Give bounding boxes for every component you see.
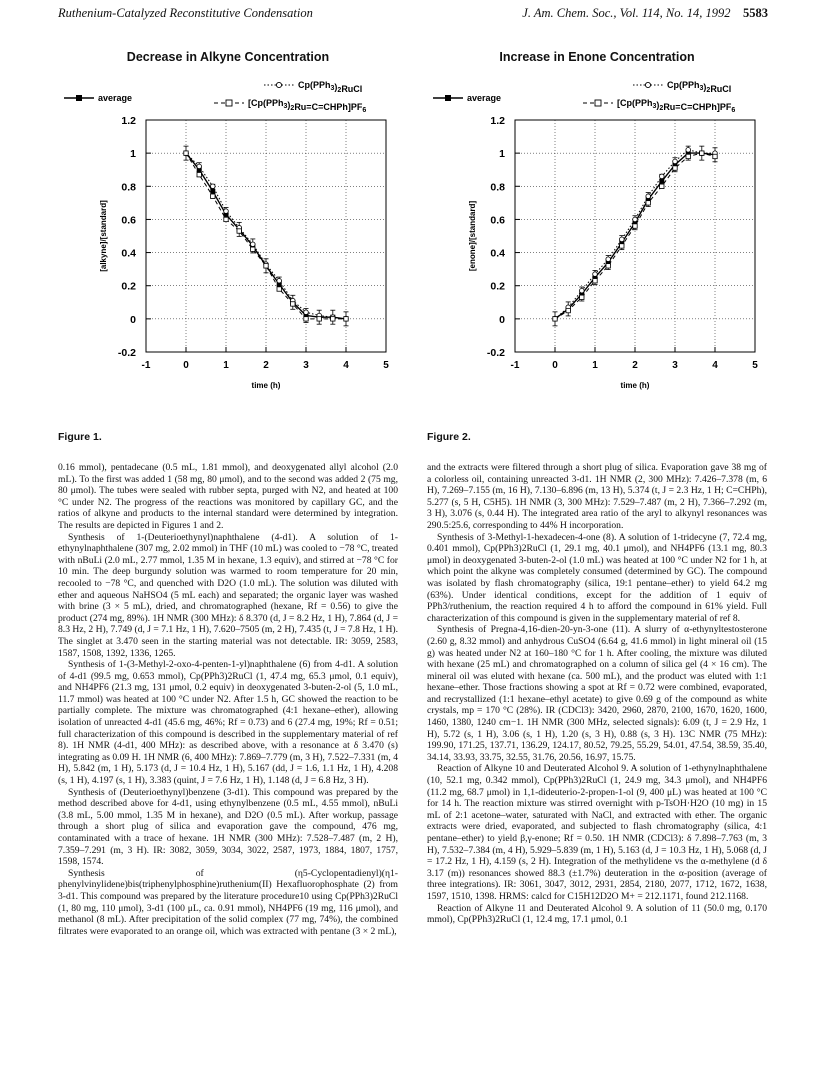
- legend-marker-rucl: [645, 82, 650, 87]
- x-tick-label: 4: [712, 360, 718, 371]
- legend: [64, 80, 366, 114]
- data-point: [277, 287, 281, 291]
- journal-name: J. Am. Chem. Soc., Vol. 114, No. 14, 1992: [522, 6, 731, 20]
- legend-marker-vinylidene: [226, 100, 232, 106]
- y-tick-label: 0.8: [490, 181, 505, 194]
- data-point: [277, 278, 282, 283]
- data-point: [633, 224, 637, 228]
- left-column: [58, 462, 398, 937]
- x-tick-label: 2: [263, 360, 269, 371]
- x-tick-label: 3: [672, 360, 678, 371]
- figure-2-chart: [427, 50, 767, 420]
- data-point: [224, 209, 229, 214]
- paragraph: Synthesis of 1-(Deuterioethynyl)naphthalene (4-d1). A solution of 1-ethynylnaphthalene (307 mg, 2.02 mmol) in THF (10 mL) was cooled to −78 °C, treated with nBuLi (2.0 mL, 2.77 mmol, 1.35 M in hexane, 1.3 equiv), and stirred at −78 °C for 10 min. The deep burgundy solution was warmed to room temperature for 20 min, recooled to −78 °C, and quenched with D2O (1.0 mL). The solution was diluted with ether and aqueous NaHSO4 (5 mL each) and separated; the organic layer was washed with brine (3 × 5 mL), dried, and chromatographed (hexane, Rf = 0.56) to give the product (274 mg, 89%). 1H NMR (300 MHz): δ 8.370 (d, J = 8.2 Hz, 1 H), 7.864 (d, J = 8.3 Hz, 2 H), 7.749 (d, J = 7.1 Hz, 1 H), 7.620–7505 (m, 2 H), 7.435 (t, J = 7.8 Hz, 1 H). The singlet at 3.470 seen in the starting material was not detectable. IR: 3059, 2583, 1587, 1508, 1392, 1336, 1265.: [58, 531, 398, 659]
- y-tick-label: 1.2: [490, 115, 505, 127]
- data-point: [197, 172, 201, 176]
- data-point: [700, 151, 704, 155]
- legend-label: $[Cp(PPh_3)_2Ru=C=CHPh]PF_6$: [617, 98, 736, 114]
- data-point: [197, 164, 202, 169]
- data-point: [553, 317, 557, 321]
- legend-marker-vinylidene: [595, 100, 601, 106]
- data-point: [673, 159, 678, 164]
- data-point: [646, 194, 651, 199]
- data-point: [673, 166, 677, 170]
- figure-2: [427, 50, 767, 420]
- y-tick-label: 1: [130, 148, 136, 161]
- data-point: [291, 302, 295, 306]
- data-point: [224, 217, 228, 221]
- data-point: [686, 154, 690, 158]
- x-tick-label: 1: [223, 360, 229, 371]
- data-point: [211, 184, 216, 189]
- legend-marker-average: [445, 95, 451, 101]
- x-tick-label: -1: [510, 360, 520, 371]
- plot-frame: [146, 120, 386, 352]
- y-axis-label: [alkyne]/[standard]: [99, 200, 108, 272]
- figure-1: [58, 50, 398, 420]
- figure-2-title: Increase in Enone Concentration: [499, 50, 695, 64]
- data-point: [713, 154, 717, 158]
- x-axis-label: time (h): [620, 381, 650, 390]
- data-point: [580, 288, 585, 293]
- data-point: [660, 184, 664, 188]
- data-point: [580, 295, 584, 299]
- y-tick-label: 0.2: [490, 280, 505, 293]
- figure-2-caption: Figure 2.: [427, 431, 471, 443]
- paragraph: Synthesis of (Deuterioethynyl)benzene (3-d1). This compound was prepared by the method described above for 4-d1, using ethynylbenzene (0.5 mL, 4.55 mmol), nBuLi (3.8 mL, 5.00 mmol, 1.35 M in hexane), and D2O (0.5 mL). After workup, passage through a short plug of silica and evaporation gave the compound, 476 mg, contaminated with a trace of hexane. 1H NMR (300 MHz): 7.528–7.487 (m, 2 H), 7.359–7.291 (m, 3 H). IR: 3082, 3059, 3034, 3022, 2587, 1973, 1884, 1807, 1757, 1598, 1574.: [58, 786, 398, 868]
- paragraph: 0.16 mmol), pentadecane (0.5 mL, 1.81 mmol), and deoxygenated allyl alcohol (2.0 mL). To the first was added 1 (58 mg, 80 μmol), and to the second was added 2 (75 mg, 80 μmol). The tubes were sealed with rubber septa, purged with N2, and heated at 100 °C under N2. The progress of the reactions was monitored by capillary GC, and the ratios of alkyne and products to the internal standard were determined by integration. The results are depicted in Figures 1 and 2.: [58, 462, 398, 531]
- figure-1-caption: Figure 1.: [58, 431, 102, 443]
- x-tick-label: 2: [632, 360, 638, 371]
- y-tick-label: 0.6: [121, 214, 136, 227]
- data-point: [646, 201, 650, 205]
- legend-label-average: average: [467, 93, 502, 103]
- journal-citation: [522, 6, 768, 21]
- data-point: [237, 229, 241, 233]
- data-point: [606, 264, 610, 268]
- plot-frame: [515, 120, 755, 352]
- legend-label-average: average: [98, 93, 133, 103]
- running-title: Ruthenium-Catalyzed Reconstitutive Condensation: [58, 6, 313, 20]
- y-tick-label: 1: [499, 148, 505, 161]
- legend-label: $Cp(PPh_3)_2RuCl$: [667, 80, 732, 94]
- data-point: [593, 279, 597, 283]
- y-tick-label: -0.2: [117, 347, 136, 359]
- y-axis-label: [enone]/[standard]: [468, 200, 477, 272]
- data-point: [620, 237, 625, 242]
- legend-label: $[Cp(PPh_3)_2Ru=C=CHPh]PF_6$: [248, 98, 367, 114]
- x-tick-label: 4: [343, 360, 349, 371]
- running-header: [58, 6, 768, 26]
- y-tick-label: -0.2: [486, 347, 505, 359]
- data-point: [304, 317, 308, 321]
- paragraph: Reaction of Alkyne 10 and Deuterated Alcohol 9. A solution of 1-ethynylnaphthalene (10, 52.1 mg, 0.342 mmol), Cp(PPh3)2RuCl (1, 24.9 mg, 34.3 μmol), and NH4PF6 (11.2 mg, 68.7 μmol) in 1,1-dideuterio-2-propen-1-ol (9, 400 μL) was heated at 100 °C for 14 h. The reaction mixture was stirred overnight with p-TsOH·H2O (10 mg) in 15 mL of 2:1 acetone–water, saturated with NaCl, and extracted with ether. The organic extracts were dried, evaporated, and subjected to flash chromatography (silica, 4:1 pentane–ether) to yield β,γ-enone; Rf = 0.50. 1H NMR (CDCl3): δ 7.898–7.763 (m, 3 H), 7.532–7.384 (m, 4 H), 5.929–5.839 (m, 1 H), 5.163 (d, J = 10.3 Hz, 1 H), 5.068 (d, J = 17.2 Hz, 1 H), 4.159 (s, 2 H). Integration of the methylidene vs the α-methylene (d δ 3.17 (m)) resonances showed 88.3 (±1.7%) deuteration in the α-position (average of three integrations). IR: 3061, 3047, 3012, 2931, 2854, 2180, 2077, 1712, 1672, 1638, 1597, 1510, 1398. HRMS: calcd for C15H12D2O M+ = 212.1171, found 212.1168.: [427, 763, 767, 902]
- data-point: [251, 247, 255, 251]
- paragraph: and the extracts were filtered through a short plug of silica. Evaporation gave 38 mg of a colorless oil, containing unreacted 3-d1. 1H NMR (2, 300 MHz): 7.426–7.378 (m, 6 H), 7.269–7.155 (m, 16 H), 7.130–6.896 (m, 13 H), 5.374 (t, J = 2.3 Hz, 1 H; C=CHPh), 5.277 (s, 5 H, C5H5). 1H NMR (3, 300 MHz): 7.529–7.487 (m, 2 H), 7.366–7.292 (m, 3 H), 3.076 (s, 0.44 H). The integrated area ratio of the aryl to alkynyl resonances was 290.5:25.6, corresponding to 44% H incorporation.: [427, 462, 767, 531]
- y-tick-label: 0.2: [121, 280, 136, 293]
- data-point: [593, 272, 598, 277]
- x-tick-label: -1: [141, 360, 151, 371]
- y-tick-label: 0.8: [121, 181, 136, 194]
- data-point: [566, 308, 570, 312]
- legend-marker-rucl: [276, 82, 281, 87]
- page-number: 5583: [743, 6, 768, 20]
- paragraph: Synthesis of 3-Methyl-1-hexadecen-4-one (8). A solution of 1-tridecyne (7, 72.4 mg, 0.401 mmol), Cp(PPh3)2RuCl (1, 29.1 mg, 40.1 μmol), and NH4PF6 (13.1 mg, 80.3 μmol) in deoxygenated 3-buten-2-ol (1.0 mL) was heated at 100 °C under N2 for 1 h, at which point the alkyne was completely consumed (determined by GC). The compound was isolated by flash chromatography (silica, 19:1 pentane–ether) to yield 64.2 mg (63%). Under identical conditions, except for the addition of 1 equiv of PPh3/ruthenium, the reaction required 4 h to afford the compound in 61% yield. Full characterization of this compound is given in the supplementary material of ref 8.: [427, 531, 767, 624]
- data-point: [620, 244, 624, 248]
- paragraph: Synthesis of Pregna-4,16-dien-20-yn-3-one (11). A slurry of α-ethynyltestosterone (2.60 g, 8.32 mmol) and anhydrous CuSO4 (6.64 g, 41.6 mmol) in light mineral oil (15 g) was heated under N2 at 160–180 °C for 1 h. After cooling, the mixture was diluted with hexane (25 mL) and chromatographed on a column of silica gel (4 × 16 cm). The mineral oil was eluted with hexane (ca. 500 mL), and the product was eluted with 1:1 hexane–ether. Those fractions showing a spot at Rf = 0.72 were combined, evaporated, and recrystallized (1:1 hexane–ethyl acetate) to give 0.69 g of the compound as white crystals, mp = 170 °C (28%). IR (CDCl3): 3420, 2960, 2870, 2100, 1670, 1620, 1600, 1460, 1380, 1240 cm−1. 1H NMR (300 MHz, selected signals): 6.09 (t, J = 2.9 Hz, 1 H), 5.72 (s, 1 H), 3.06 (s, 1 H), 1.20 (s, 3 H), 0.88 (s, 3 H). 13C NMR (75 MHz): 199.90, 171.25, 137.71, 136.29, 124.17, 80.52, 79.25, 55.29, 54.01, 47.54, 38.59, 35.40, 34.14, 33.93, 33.75, 32.55, 31.76, 20.56, 16.97, 15.75.: [427, 624, 767, 763]
- y-tick-label: 0.6: [490, 214, 505, 227]
- x-axis-label: time (h): [251, 381, 281, 390]
- y-tick-label: 0.4: [490, 247, 505, 260]
- data-point: [304, 310, 309, 315]
- legend-label: $Cp(PPh_3)_2RuCl$: [298, 80, 363, 94]
- legend-marker-average: [76, 95, 82, 101]
- data-point: [211, 194, 215, 198]
- data-point: [251, 242, 256, 247]
- figure-1-chart: [58, 50, 398, 420]
- paragraph: Synthesis of (η5-Cyclopentadienyl)(η1-phenylvinylidene)bis(triphenylphosphine)ruthenium(II) Hexafluorophosphate (2) from 3-d1. This compound was prepared by the literature procedure10 using Cp(PPh3)2RuCl (1, 80 mg, 110 μmol), 3-d1 (100 μL, ca. 0.91 mmol), NH4PF6 (19 mg, 116 μmol), and methanol (8 mL). After precipitation of the solid complex (77 mg, 74%), the combined filtrates were evaporated to an orange oil, which was extracted with pentane (3 × 2 mL),: [58, 867, 398, 937]
- legend: [433, 80, 735, 114]
- data-point: [633, 217, 638, 222]
- data-point: [264, 264, 268, 268]
- x-tick-label: 3: [303, 360, 309, 371]
- y-tick-label: 0: [130, 313, 136, 326]
- data-point: [317, 317, 321, 321]
- paragraph: Reaction of Alkyne 11 and Deuterated Alcohol 9. A solution of 11 (50.0 mg, 0.170 mmol), Cp(PPh3)2RuCl (1, 12.4 mg, 17.1 μmol, 0.1: [427, 902, 767, 926]
- y-tick-label: 1.2: [121, 115, 136, 127]
- x-tick-label: 1: [592, 360, 598, 371]
- figure-1-title: Decrease in Alkyne Concentration: [126, 50, 330, 64]
- x-tick-label: 0: [183, 360, 189, 371]
- data-point: [686, 148, 691, 153]
- data-point: [184, 151, 188, 155]
- x-tick-label: 0: [552, 360, 558, 371]
- paragraph: Synthesis of 1-(3-Methyl-2-oxo-4-penten-1-yl)naphthalene (6) from 4-d1. A solution of 4-d1 (99.5 mg, 0.653 mmol), Cp(PPh3)2RuCl (1, 47.4 mg, 65.3 μmol, 0.1 equiv), and NH4PF6 (21.3 mg, 131 μmol, 0.2 equiv) in deoxygenated 3-buten-2-ol (5, 1.0 mL, 11.7 mmol) was heated at 100 °C under N2. After 1.5 h, GC showed the reaction to be partially complete. The mixture was chromatographed (4:1 hexane–ether), allowing isolation of unreacted 4-d1 (45.6 mg, 46%; Rf = 0.73) and 6 (27.4 mg, 19%; Rf = 0.51; full characterization of this compound is described in the supplementary material of ref 8). 1H NMR (4-d1, 400 MHz): as described above, with a resonance at δ 3.470 (s) integrating as 0.09 H. 1H NMR (6, 400 MHz): 7.869–7.779 (m, 3 H), 7.522–7.331 (m, 4 H), 5.842 (m, 1 H), 5.173 (d, J = 10.4 Hz, 1 H), 5.167 (dd, J = 1.6, 1.1 Hz, 1 H), 4.208 (s, 1 H), 4.197 (s, 1 H), 3.383 (quint, J = 7.6 Hz, 1 H), 1.148 (d, J = 6.8 Hz, 3 H).: [58, 659, 398, 787]
- y-tick-label: 0: [499, 313, 505, 326]
- x-tick-label: 5: [752, 360, 758, 371]
- x-tick-label: 5: [383, 360, 389, 371]
- y-tick-label: 0.4: [121, 247, 136, 260]
- right-column: [427, 462, 767, 926]
- data-point: [344, 317, 348, 321]
- data-point: [660, 174, 665, 179]
- data-point: [606, 257, 611, 262]
- data-point: [331, 317, 335, 321]
